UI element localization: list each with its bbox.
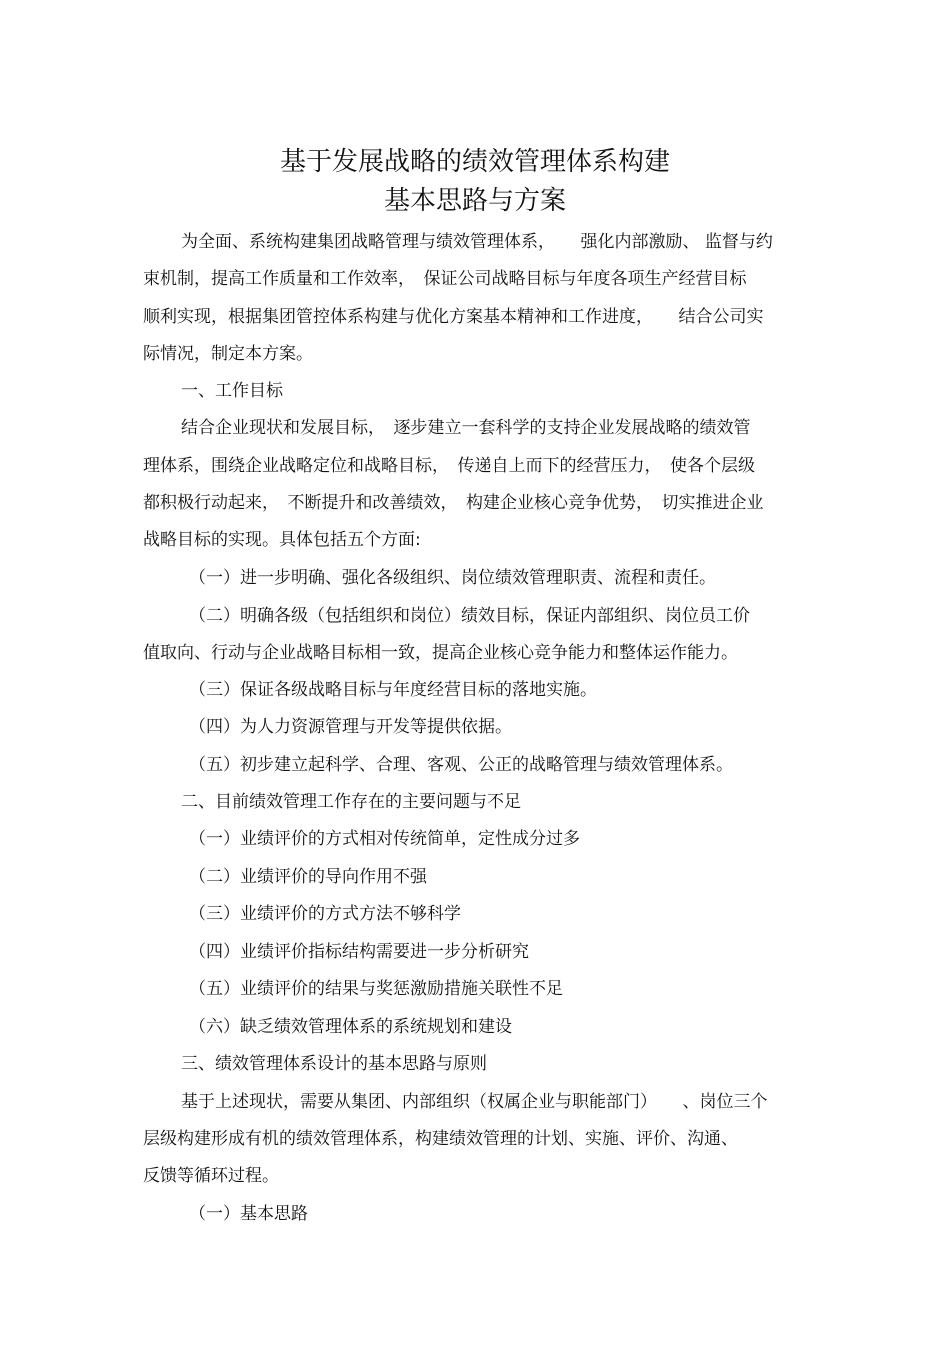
doc-title-line2: 基本思路与方案 — [383, 186, 566, 216]
intro-line: 为全面、系统构建集团战略管理与绩效管理体系， 强化内部激励、 监督与约 — [181, 232, 773, 252]
intro-line: 顺利实现，根据集团管控体系构建与优化方案基本精神和工作进度， 结合公司实 — [143, 307, 764, 327]
paragraph-line: 结合企业现状和发展目标， 逐步建立一套科学的支持企业发展战略的绩效管 — [181, 418, 751, 438]
list-item: （一）业绩评价的方式相对传统简单，定性成分过多 — [189, 829, 580, 849]
list-item: （四）业绩评价指标结构需要进一步分析研究 — [189, 942, 529, 962]
doc-title-line1: 基于发展战略的绩效管理体系构建 — [279, 147, 670, 177]
list-item: （二）明确各级（包括组织和岗位）绩效目标，保证内部组织、岗位员工价 — [189, 606, 750, 626]
section-heading: 三、绩效管理体系设计的基本思路与原则 — [181, 1054, 487, 1074]
list-item: （一）进一步明确、强化各级组织、岗位绩效管理职责、流程和责任。 — [189, 568, 716, 588]
list-item: （五）初步建立起科学、合理、客观、公正的战略管理与绩效管理体系。 — [189, 755, 733, 775]
paragraph-line: 反馈等循环过程。 — [143, 1166, 279, 1186]
section-heading: 一、工作目标 — [181, 381, 283, 401]
paragraph-line: 理体系，围绕企业战略定位和战略目标， 传递自上而下的经营压力， 使各个层级 — [143, 456, 755, 476]
list-item: （二）业绩评价的导向作用不强 — [189, 867, 427, 887]
paragraph-line: 层级构建形成有机的绩效管理体系，构建绩效管理的计划、实施、评价、沟通、 — [143, 1129, 738, 1149]
subsection-heading: （一）基本思路 — [189, 1204, 308, 1224]
intro-line: 际情况，制定本方案。 — [143, 344, 313, 364]
intro-line: 束机制，提高工作质量和工作效率， 保证公司战略目标与年度各项生产经营目标 — [143, 269, 747, 289]
list-item: （四）为人力资源管理与开发等提供依据。 — [189, 717, 512, 737]
list-item: （三）保证各级战略目标与年度经营目标的落地实施。 — [189, 680, 597, 700]
list-item: （三）业绩评价的方式方法不够科学 — [189, 904, 461, 924]
paragraph-line: 都积极行动起来， 不断提升和改善绩效， 构建企业核心竞争优势， 切实推进企业 — [143, 493, 764, 513]
list-item: （六）缺乏绩效管理体系的系统规划和建设 — [189, 1017, 512, 1037]
list-item: （五）业绩评价的结果与奖惩激励措施关联性不足 — [189, 979, 563, 999]
section-heading: 二、目前绩效管理工作存在的主要问题与不足 — [181, 792, 521, 812]
list-item: 值取向、行动与企业战略目标相一致，提高企业核心竞争能力和整体运作能力。 — [143, 643, 738, 663]
paragraph-line: 基于上述现状，需要从集团、内部组织（权属企业与职能部门） 、岗位三个 — [181, 1092, 768, 1112]
paragraph-line: 战略目标的实现。具体包括五个方面: — [143, 530, 421, 550]
